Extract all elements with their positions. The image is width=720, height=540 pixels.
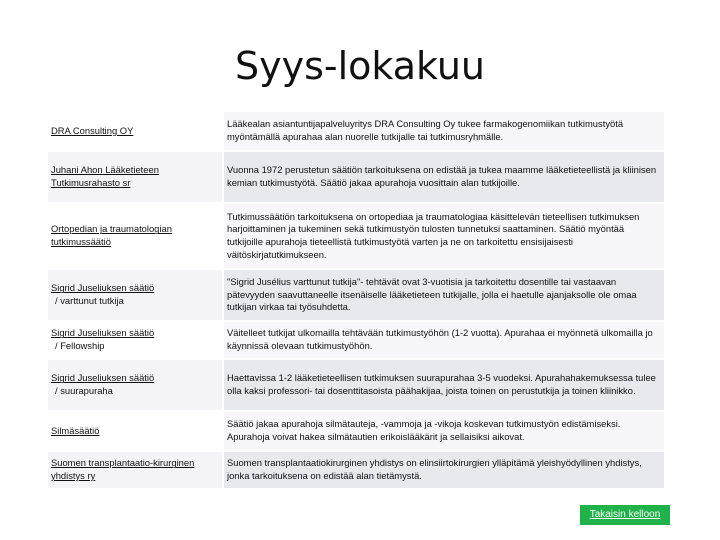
grants-table (46, 110, 666, 490)
org-link[interactable]: Silmäsäätiö (51, 424, 100, 436)
org-link[interactable]: Juhani Ahon Lääketieteen Tutkimusrahasto sr (51, 164, 159, 188)
org-description: "Sigrid Jusélius varttunut tutkija"- tehtävät ovat 3-vuotisia ja tarkoitettu dosentille tai vastaavan pätevyyden saavuttaneelle itsenäiselle lääketieteen tutkijalle, jolla ei haetulle ajanjaksolle ole omaa tutkijan virkaa tai työsuhdetta. (224, 270, 664, 320)
org-link[interactable]: Sigrid Juseliuksen säätiö (51, 327, 155, 339)
org-name-cell (48, 112, 222, 150)
org-name-cell (48, 152, 222, 202)
table-row (48, 412, 664, 450)
org-name-cell (48, 360, 222, 410)
org-description: Haettavissa 1-2 lääketieteellisen tutkimuksen suurapurahaa 3-5 vuodeksi. Apurahahakemuksessa tulee olla kaksi professori- tai dosenttitasoista päähakijaa, joista toinen on perustutkija ja toinen kliinikko. (224, 360, 664, 410)
org-description: Säätiö jakaa apurahoja silmätauteja, -vammoja ja -vikoja koskevan tutkimustyön edistämiseksi. Apurahoja voivat hakea silmätautien erikoislääkärit ja sellaisiksi aikovat. (224, 412, 664, 450)
table-row (48, 152, 664, 202)
org-name-cell (48, 204, 222, 268)
org-link[interactable]: Sigrid Juseliuksen säätiö (51, 282, 155, 294)
org-link[interactable]: DRA Consulting OY (51, 124, 134, 136)
org-subtitle: / varttunut tutkija (55, 295, 124, 306)
org-description: Lääkealan asiantuntijapalveluyritys DRA Consulting Oy tukee farmakogenomiikan tutkimustyötä myöntämällä apurahaa alan nuorelle tutkijalle tai tutkimusryhmälle. (224, 112, 664, 150)
table-row (48, 204, 664, 268)
org-description: Väitelleet tutkijat ulkomailla tehtävään tutkimustyöhön (1-2 vuotta). Apurahaa ei myönnetä ulkomailla jo käynnissä olevaan tutkimustyöhön. (224, 322, 664, 358)
org-name-cell (48, 452, 222, 488)
org-name-cell (48, 412, 222, 450)
org-description: Vuonna 1972 perustetun säätiön tarkoituksena on edistää ja tukea maamme lääketieteellistä ja kliinisen kemian tutkimustyötä. Säätiö jakaa apurahoja vuosittain alan tutkijoille. (224, 152, 664, 202)
back-to-clock-button[interactable]: Takaisin kelloon (580, 505, 670, 525)
org-description: Tutkimussäätiön tarkoituksena on ortopediaa ja traumatologiaa käsittelevän tieteellisen tutkimuksen harjoittaminen ja tukeminen sekä tutkimustyön tulosten tunnetuksi saattaminen. Säätiö myöntää tutkijoille apurahoja tieteellistä tutkimustyötä varten ja ne on tarkoitettu ensisijaisesti väitöskirjatutkimukseen. (224, 204, 664, 268)
org-description: Suomen transplantaatiokirurginen yhdistys on elinsiirtokirurgien ylläpitämä yleishyödyllinen yhdistys, jonka tarkoituksena on edistää alan tietämystä. (224, 452, 664, 488)
table-row (48, 270, 664, 320)
table-row (48, 112, 664, 150)
org-link[interactable]: Sigrid Juseliuksen säätiö (51, 372, 155, 384)
org-subtitle: / Fellowship (55, 340, 105, 351)
org-name-cell (48, 322, 222, 358)
org-name-cell (48, 270, 222, 320)
table-row (48, 360, 664, 410)
org-link[interactable]: Suomen transplantaatio-kirurginen yhdistys ry (51, 457, 195, 481)
table-row (48, 322, 664, 358)
table-row (48, 452, 664, 488)
org-subtitle: / suurapuraha (55, 385, 113, 396)
page-title: Syys-lokakuu (234, 44, 486, 88)
org-link[interactable]: Ortopedian ja traumatologian tutkimussäätiö (51, 223, 172, 247)
